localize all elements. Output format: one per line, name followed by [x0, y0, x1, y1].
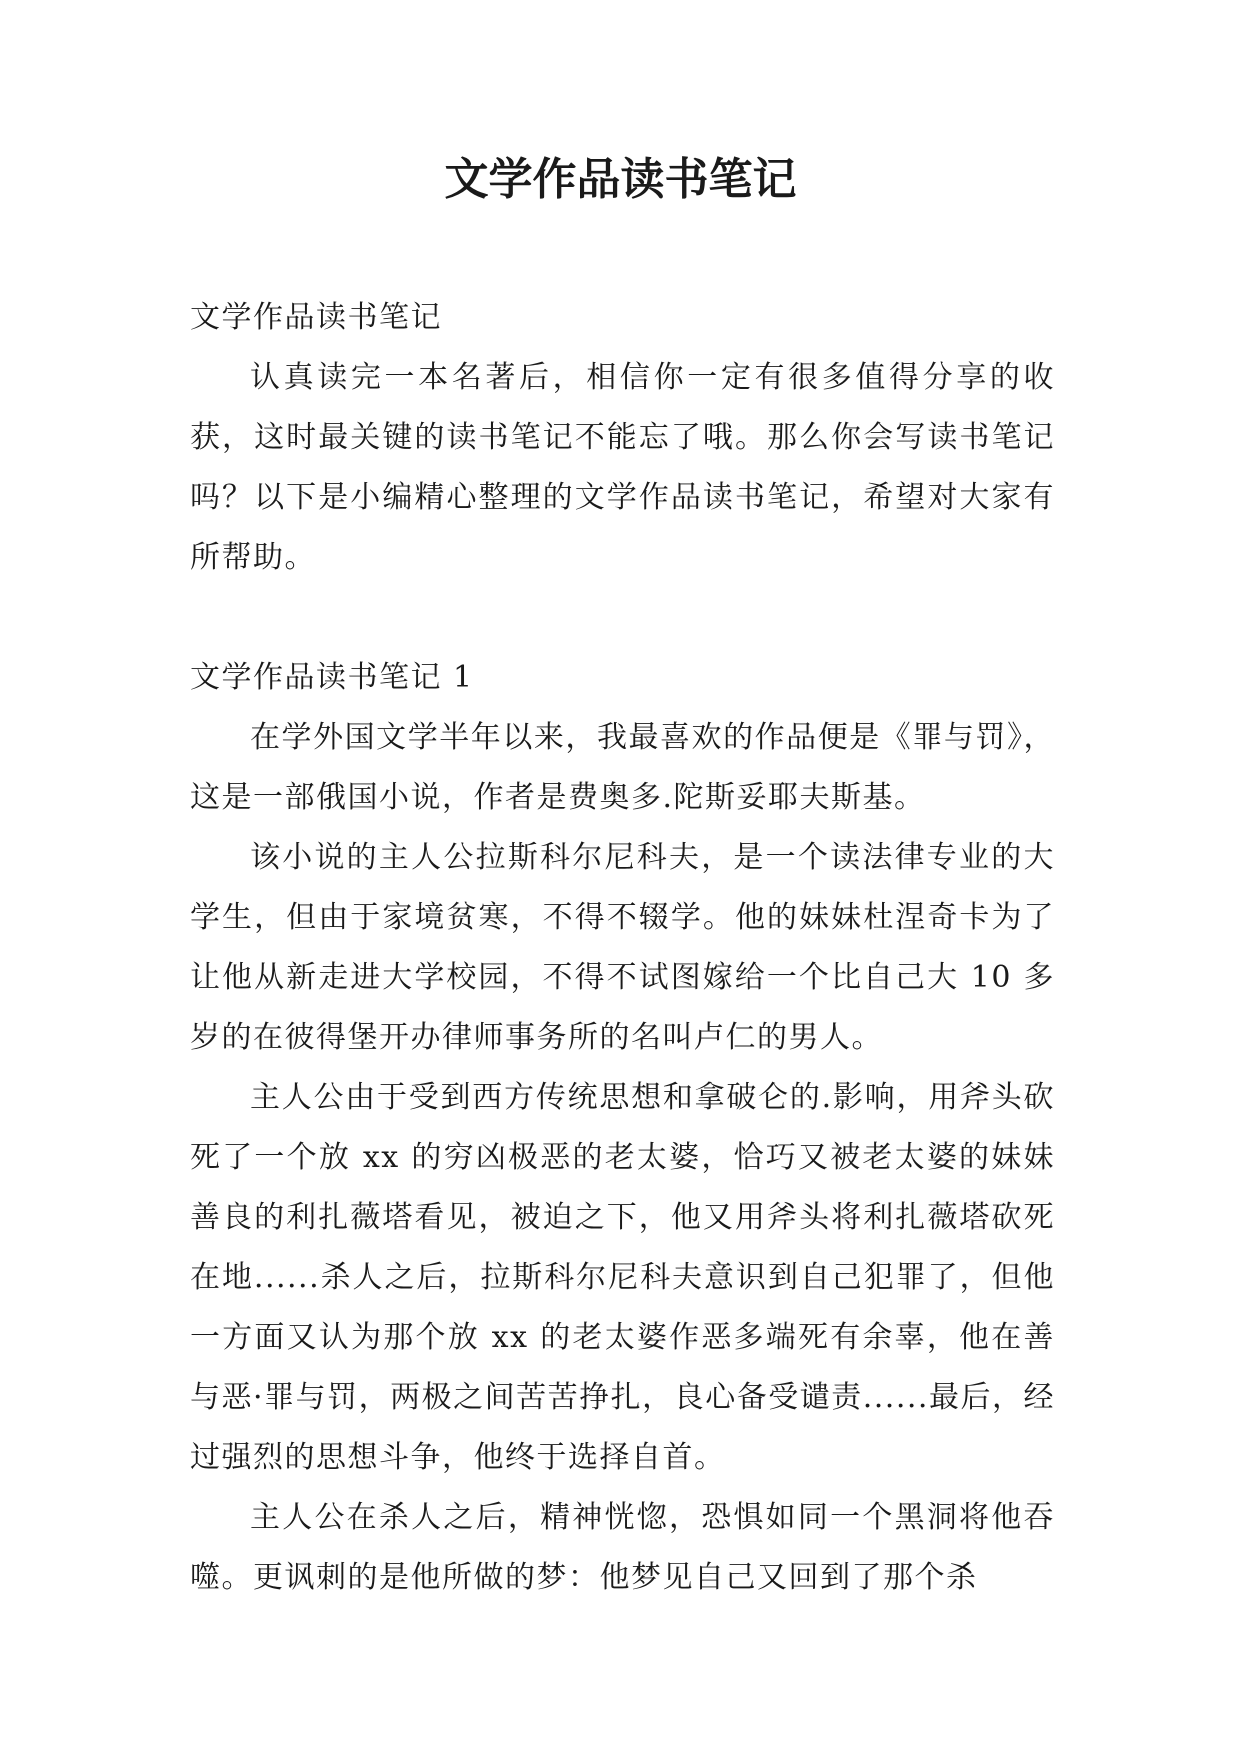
section-heading: 文学作品读书笔记 1	[190, 660, 474, 695]
intro-heading: 文学作品读书笔记	[190, 300, 442, 335]
document-body	[190, 288, 1055, 1608]
document-title: 文学作品读书笔记	[444, 154, 797, 205]
body-paragraph-1: 在学外国文学半年以来，我最喜欢的作品便是《罪与罚》，这是一部俄国小说，作者是费奥多.陀斯妥耶夫斯基。	[190, 720, 1055, 815]
body-paragraph-2: 该小说的主人公拉斯科尔尼科夫，是一个读法律专业的大学生，但由于家境贫寒，不得不辍学。他的妹妹杜涅奇卡为了让他从新走进大学校园，不得不试图嫁给一个比自己大 10 多岁的在彼得堡开办律师事务所的名叫卢仁的男人。	[190, 840, 1055, 1055]
body-paragraph-3: 主人公由于受到西方传统思想和拿破仑的.影响，用斧头砍死了一个放 xx 的穷凶极恶的老太婆，恰巧又被老太婆的妹妹善良的利扎薇塔看见，被迫之下，他又用斧头将利扎薇塔砍死在地......杀人之后，拉斯科尔尼科夫意识到自己犯罪了，但他一方面又认为那个放 xx 的老太婆作恶多端死有余辜，他在善与恶·罪与罚，两极之间苦苦挣扎，良心备受谴责......最后，经过强烈的思想斗争，他终于选择自首。	[190, 1080, 1055, 1475]
body-paragraph-4: 主人公在杀人之后，精神恍惚，恐惧如同一个黑洞将他吞噬。更讽刺的是他所做的梦：他梦见自己又回到了那个杀	[190, 1500, 1055, 1595]
intro-paragraph: 认真读完一本名著后，相信你一定有很多值得分享的收获，这时最关键的读书笔记不能忘了哦。那么你会写读书笔记吗？以下是小编精心整理的文学作品读书笔记，希望对大家有所帮助。	[190, 360, 1055, 575]
